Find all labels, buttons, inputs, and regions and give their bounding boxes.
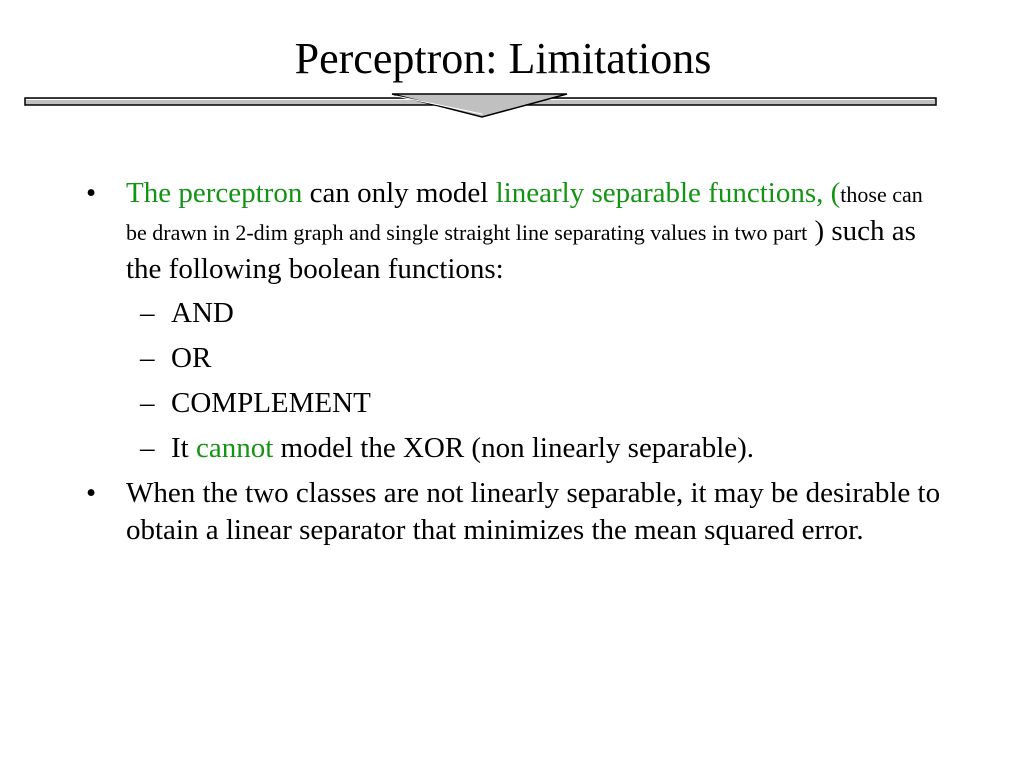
- bullet-text: can only model: [302, 177, 496, 209]
- bullet-text-end: ) such as the following boolean functions:: [126, 215, 916, 285]
- term-linearly-separable: linearly separable functions, (: [495, 177, 841, 209]
- term-the-perceptron: The perceptron: [126, 177, 303, 209]
- sub-item-label: OR: [171, 342, 212, 374]
- sub-list: [86, 295, 946, 467]
- bullet-note: those can be drawn in 2-dim graph and single straight line separating values in two part: [126, 182, 923, 245]
- bullet-marker: •: [86, 477, 97, 509]
- sub-item-label: AND: [171, 297, 234, 329]
- dash-marker: –: [140, 342, 155, 374]
- sub-item-xor: [86, 430, 946, 467]
- dash-marker: –: [140, 387, 155, 419]
- dash-marker: –: [140, 432, 155, 464]
- slide-title: Perceptron: Limitations: [294, 34, 712, 83]
- bullet-marker: •: [86, 177, 97, 209]
- bullet-text: When the two classes are not linearly separable, it may be desirable to obtain a linear separator that minimizes the mean squared error.: [126, 477, 941, 546]
- title-divider: [24, 92, 938, 120]
- term-cannot: cannot: [195, 432, 274, 464]
- sub-item-text: It: [171, 432, 196, 464]
- bullet-item-perceptron: [86, 175, 946, 288]
- slide-body: [86, 175, 946, 549]
- sub-item-label: COMPLEMENT: [171, 387, 371, 419]
- bullet-item-mean-squared-error: [86, 475, 946, 549]
- sub-item-or: [86, 340, 946, 377]
- dash-marker: –: [140, 297, 155, 329]
- sub-item-and: [86, 295, 946, 332]
- sub-item-text-end: model the XOR (non linearly separable).: [273, 432, 755, 464]
- sub-item-complement: [86, 385, 946, 422]
